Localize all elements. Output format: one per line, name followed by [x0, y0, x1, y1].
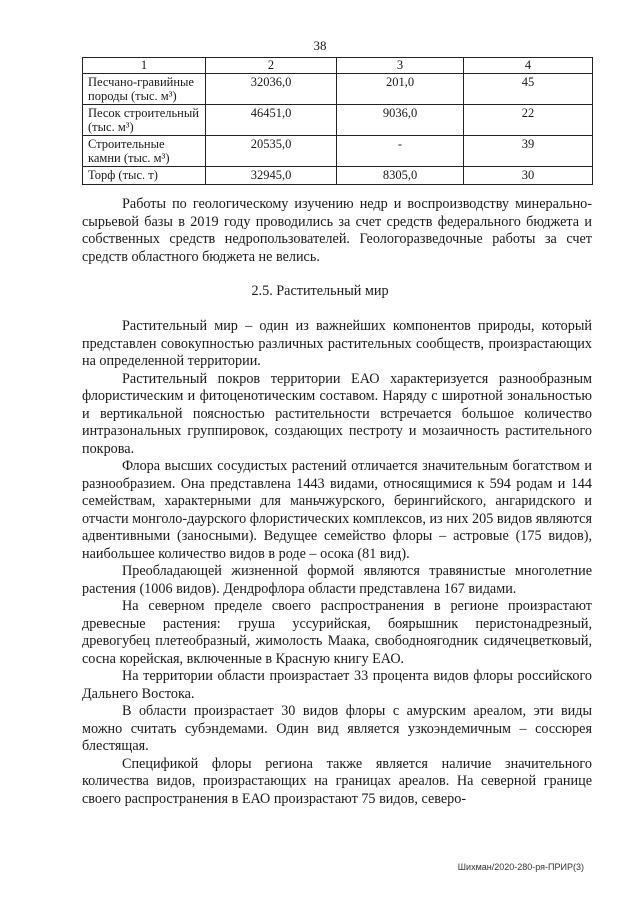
paragraph: Растительный мир – один из важнейших компонентов природы, который представлен совокупностью различных растительных сообществ, произрастающих на определенной территории.	[82, 318, 592, 369]
table-cell: 201,0	[337, 74, 464, 105]
paragraph: В области произрастает 30 видов флоры с амурским ареалом, эти виды можно считать субэндемами. Один вид является узкоэндемичным – соссюрея блестящая.	[82, 703, 592, 754]
resource-name-cell	[83, 74, 206, 105]
table-cell: 39	[464, 136, 593, 167]
table-cell: 20535,0	[206, 136, 337, 167]
table-row	[83, 136, 593, 167]
table-cell: 30	[464, 167, 593, 185]
table-cell: 46451,0	[206, 105, 337, 136]
paragraph: Растительный покров территории ЕАО характеризуется разнообразным флористическим и фитоценотическим составом. Наряду с широтной зональностью и вертикальной поясностью растительности встречается большое количество интразональных группировок, создающих пестроту и мозаичность растительного покрова.	[82, 370, 592, 457]
table-header-row	[83, 58, 593, 74]
paragraph: На северном пределе своего распространения в регионе произрастают древесные растения: груша уссурийская, боярышник перистонадрезный, древогубец плетеобразный, жимолость Маака, свободноягодник сидячецветковый, сосна корейская, включенные в Красную книгу ЕАО.	[82, 598, 592, 667]
table-row	[83, 74, 593, 105]
table-header-cell: 2	[206, 58, 337, 74]
resource-name-cell	[83, 105, 206, 136]
table-cell: 22	[464, 105, 593, 136]
table-header-cell: 4	[464, 58, 593, 74]
resource-name-line: Строительные	[88, 137, 165, 151]
intro-block	[82, 196, 592, 266]
table-cell: 9036,0	[337, 105, 464, 136]
table-cell: 45	[464, 74, 593, 105]
resource-name-line: камни (тыс. м³)	[88, 151, 170, 165]
paragraph: Преобладающей жизненной формой являются травянистые многолетние растения (1006 видов). Дендрофлора области представлена 167 видами.	[82, 563, 592, 597]
body-text	[82, 318, 592, 808]
table-row	[83, 167, 593, 185]
table-header-cell: 3	[337, 58, 464, 74]
paragraph: Спецификой флоры региона также является наличие значительного количества видов, произрастающих на границах ареалов. На северной границе своего распространения в ЕАО произрастают 75 видов, северо-	[82, 755, 592, 807]
resource-name-cell	[83, 136, 206, 167]
table-cell: 32036,0	[206, 74, 337, 105]
resource-name-line: породы (тыс. м³)	[88, 89, 177, 103]
resource-name-line: (тыс. м³)	[88, 120, 134, 134]
paragraph: На территории области произрастает 33 процента видов флоры российского Дальнего Востока.	[82, 668, 592, 702]
resource-name-line: Песок строительный	[88, 106, 199, 120]
intro-paragraph: Работы по геологическому изучению недр и воспроизводству минерально-сырьевой базы в 2019 году проводились за счет средств федерального бюджета и собственных средств недропользователей. Геологоразведочные работы за счет средств областного бюджета не велись.	[82, 196, 592, 265]
table-cell: -	[337, 136, 464, 167]
table-cell: 32945,0	[206, 167, 337, 185]
section-title: 2.5. Растительный мир	[251, 283, 389, 299]
document-code: Шихман/2020-280-ря-ПРИР(3)	[457, 862, 584, 872]
table-row	[83, 105, 593, 136]
resource-name-cell: Торф (тыс. т)	[83, 167, 206, 185]
table-header-cell: 1	[83, 58, 206, 74]
paragraph: Флора высших сосудистых растений отличается значительным богатством и разнообразием. Она представлена 1443 видами, относящимися к 594 родам и 144 семействам, характерными для маньчжурского, берингийского, ангаридского и отчасти монголо-даурского флористических комплексов, из них 205 видов являются адвентивными (заносными). Ведущее семейство флоры – астровые (175 видов), наибольшее количество видов в роде – осока (81 вид).	[82, 458, 592, 562]
table-cell: 8305,0	[337, 167, 464, 185]
resource-name-line: Песчано-гравийные	[88, 75, 194, 89]
page-number: 38	[313, 38, 327, 53]
resources-table	[82, 57, 593, 185]
